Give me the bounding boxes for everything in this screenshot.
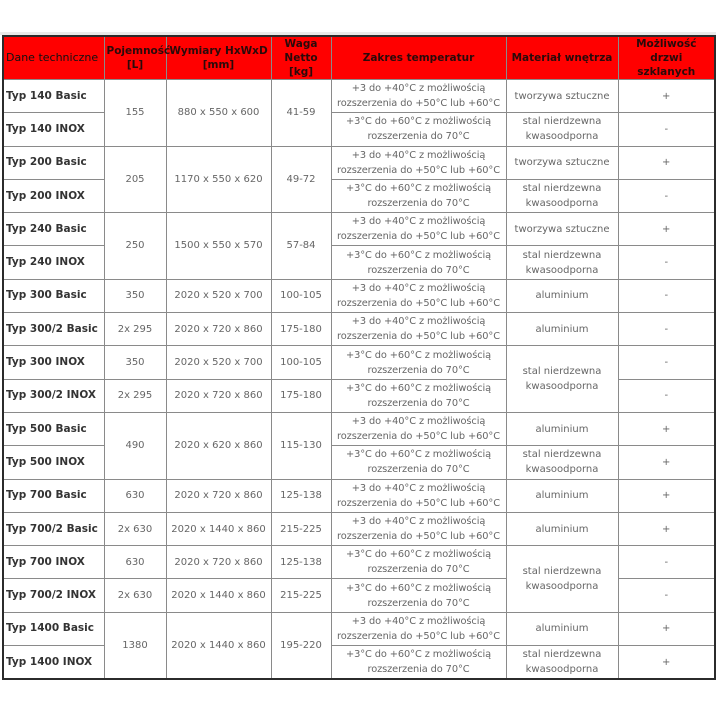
dimensions: 2020 x 720 x 860 [166,546,271,579]
interior-material: aluminium [506,279,618,312]
temperature-range: +3 do +40°C z możliwością rozszerzenia do +50°C lub +60°C [331,80,506,113]
table-row [3,213,715,246]
interior-material: stal nierdzewna kwasoodporna [506,346,618,413]
model-name: Typ 1400 INOX [3,646,104,680]
table-row [3,512,715,545]
weight: 175-180 [271,313,331,346]
weight: 215-225 [271,512,331,545]
interior-material: aluminium [506,512,618,545]
header-interior-material: Materiał wnętrza [506,36,618,80]
capacity: 630 [104,479,166,512]
glass-door: - [618,313,715,346]
temperature-range: +3°C do +60°C z możliwością rozszerzenia do 70°C [331,646,506,680]
technical-specs-table [2,35,716,680]
table-row [3,80,715,113]
temperature-range: +3 do +40°C z możliwością rozszerzenia do +50°C lub +60°C [331,279,506,312]
model-name: Typ 300/2 INOX [3,379,104,412]
capacity: 630 [104,546,166,579]
capacity: 2x 295 [104,313,166,346]
temperature-range: +3°C do +60°C z możliwością rozszerzenia do 70°C [331,546,506,579]
dimensions: 880 x 550 x 600 [166,80,271,147]
capacity: 490 [104,412,166,479]
model-name: Typ 140 Basic [3,80,104,113]
weight: 195-220 [271,612,331,679]
dimensions: 2020 x 1440 x 860 [166,612,271,679]
capacity: 1380 [104,612,166,679]
dimensions: 2020 x 620 x 860 [166,412,271,479]
temperature-range: +3 do +40°C z możliwością rozszerzenia do +50°C lub +60°C [331,479,506,512]
table-row [3,146,715,179]
capacity: 350 [104,279,166,312]
model-name: Typ 200 INOX [3,179,104,212]
model-name: Typ 240 INOX [3,246,104,279]
temperature-range: +3°C do +60°C z możliwością rozszerzenia do 70°C [331,113,506,146]
model-name: Typ 500 INOX [3,446,104,479]
interior-material: stal nierdzewna kwasoodporna [506,646,618,680]
glass-door: + [618,80,715,113]
temperature-range: +3 do +40°C z możliwością rozszerzenia do +50°C lub +60°C [331,146,506,179]
table-row [3,412,715,445]
weight: 41-59 [271,80,331,147]
model-name: Typ 300/2 Basic [3,313,104,346]
glass-door: - [618,279,715,312]
header-dimensions: Wymiary HxWxD [mm] [166,36,271,80]
glass-door: + [618,446,715,479]
model-name: Typ 700/2 INOX [3,579,104,612]
interior-material: tworzywa sztuczne [506,213,618,246]
temperature-range: +3 do +40°C z możliwością rozszerzenia do +50°C lub +60°C [331,612,506,645]
glass-door: + [618,412,715,445]
header-row [3,36,715,80]
dimensions: 2020 x 1440 x 860 [166,512,271,545]
dimensions: 2020 x 720 x 860 [166,379,271,412]
dimensions: 2020 x 1440 x 860 [166,579,271,612]
capacity: 2x 630 [104,579,166,612]
glass-door: + [618,512,715,545]
interior-material: aluminium [506,612,618,645]
header-temperature-range: Zakres temperatur [331,36,506,80]
weight: 215-225 [271,579,331,612]
model-name: Typ 500 Basic [3,412,104,445]
temperature-range: +3°C do +60°C z możliwością rozszerzenia do 70°C [331,346,506,379]
capacity: 2x 630 [104,512,166,545]
dimensions: 2020 x 520 x 700 [166,346,271,379]
glass-door: - [618,246,715,279]
temperature-range: +3°C do +60°C z możliwością rozszerzenia do 70°C [331,379,506,412]
model-name: Typ 700 INOX [3,546,104,579]
model-name: Typ 200 Basic [3,146,104,179]
model-name: Typ 1400 Basic [3,612,104,645]
weight: 57-84 [271,213,331,280]
model-name: Typ 700/2 Basic [3,512,104,545]
dimensions: 1170 x 550 x 620 [166,146,271,213]
temperature-range: +3 do +40°C z możliwością rozszerzenia do +50°C lub +60°C [331,313,506,346]
temperature-range: +3°C do +60°C z możliwością rozszerzenia do 70°C [331,579,506,612]
temperature-range: +3 do +40°C z możliwością rozszerzenia do +50°C lub +60°C [331,412,506,445]
table-row [3,346,715,379]
temperature-range: +3 do +40°C z możliwością rozszerzenia do +50°C lub +60°C [331,512,506,545]
table-row [3,612,715,645]
header-technical-data: Dane techniczne [3,36,104,80]
table-row [3,313,715,346]
interior-material: stal nierdzewna kwasoodporna [506,113,618,146]
interior-material: aluminium [506,313,618,346]
table-row [3,546,715,579]
glass-door: + [618,646,715,680]
capacity: 155 [104,80,166,147]
model-name: Typ 300 Basic [3,279,104,312]
interior-material: stal nierdzewna kwasoodporna [506,179,618,212]
interior-material: tworzywa sztuczne [506,80,618,113]
model-name: Typ 700 Basic [3,479,104,512]
table-row [3,279,715,312]
glass-door: + [618,146,715,179]
interior-material: aluminium [506,412,618,445]
capacity: 250 [104,213,166,280]
table-row [3,479,715,512]
dimensions: 1500 x 550 x 570 [166,213,271,280]
capacity: 2x 295 [104,379,166,412]
glass-door: - [618,179,715,212]
glass-door: - [618,579,715,612]
weight: 49-72 [271,146,331,213]
header-capacity: Pojemność [L] [104,36,166,80]
dimensions: 2020 x 720 x 860 [166,313,271,346]
temperature-range: +3°C do +60°C z możliwością rozszerzenia do 70°C [331,179,506,212]
glass-door: - [618,546,715,579]
interior-material: stal nierdzewna kwasoodporna [506,446,618,479]
glass-door: + [618,213,715,246]
dimensions: 2020 x 720 x 860 [166,479,271,512]
weight: 100-105 [271,346,331,379]
weight: 125-138 [271,479,331,512]
capacity: 205 [104,146,166,213]
model-name: Typ 300 INOX [3,346,104,379]
interior-material: stal nierdzewna kwasoodporna [506,246,618,279]
weight: 175-180 [271,379,331,412]
interior-material: aluminium [506,479,618,512]
dimensions: 2020 x 520 x 700 [166,279,271,312]
weight: 100-105 [271,279,331,312]
interior-material: stal nierdzewna kwasoodporna [506,546,618,613]
temperature-range: +3°C do +60°C z możliwością rozszerzenia do 70°C [331,446,506,479]
glass-door: - [618,346,715,379]
header-net-weight: Waga Netto [kg] [271,36,331,80]
model-name: Typ 140 INOX [3,113,104,146]
temperature-range: +3 do +40°C z możliwością rozszerzenia do +50°C lub +60°C [331,213,506,246]
temperature-range: +3°C do +60°C z możliwością rozszerzenia do 70°C [331,246,506,279]
glass-door: + [618,479,715,512]
capacity: 350 [104,346,166,379]
glass-door: - [618,113,715,146]
weight: 125-138 [271,546,331,579]
glass-door: + [618,612,715,645]
interior-material: tworzywa sztuczne [506,146,618,179]
header-glass-door-option: Możliwość drzwi szklanych [618,36,715,80]
glass-door: - [618,379,715,412]
model-name: Typ 240 Basic [3,213,104,246]
weight: 115-130 [271,412,331,479]
